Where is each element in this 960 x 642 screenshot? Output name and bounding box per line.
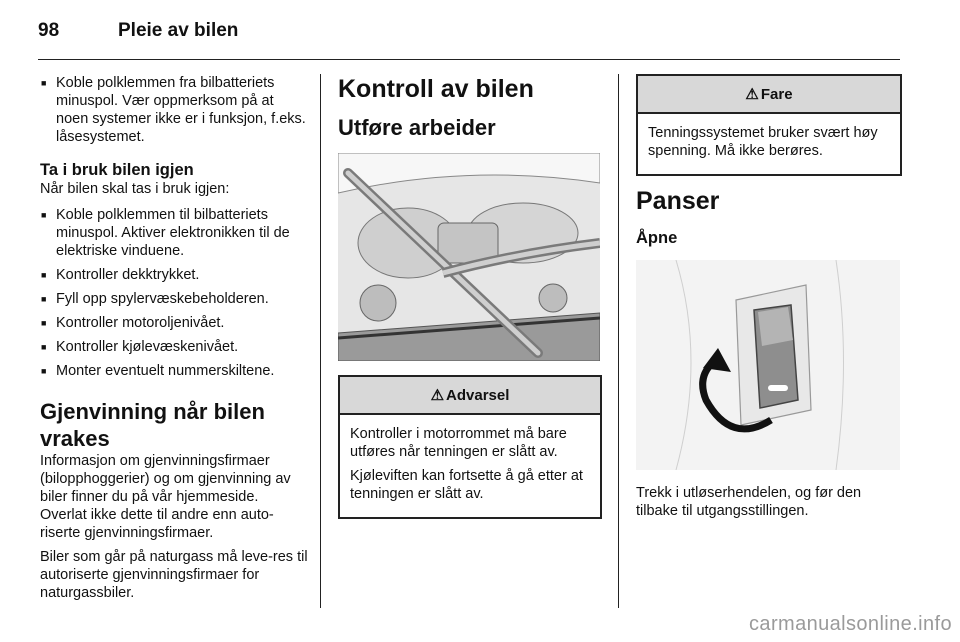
- column-middle: [338, 74, 602, 519]
- warning-text: Kontroller i motorrommet må bare utføres når tenningen er slått av.: [350, 426, 567, 460]
- warning-title: Advarsel: [446, 386, 510, 404]
- list-item: ■ Kontroller kjølevæskenivået.: [40, 338, 308, 356]
- recycle-paragraph: Informasjon om gjenvinningsfirmaer (bilopphoggerier) og om gjenvinning av biler finner du på vår hjemmeside. Overlat ikke dette til andre enn auto-riserte gjenvinningsfirmaer.: [40, 453, 291, 541]
- page-title: Pleie av bilen: [118, 20, 239, 41]
- recycle-heading: Gjenvinning når bilen vrakes: [40, 399, 265, 451]
- section-heading: Kontroll av bilen: [338, 75, 534, 103]
- engine-bay-drawing: [338, 153, 600, 361]
- list-item: ■ Koble polklemmen til bilbatteriets minuspol. Aktiver elektronikken til de elektriske vinduene.: [40, 206, 308, 260]
- warning-icon: ⚠: [430, 387, 445, 404]
- reuse-heading: Ta i bruk bilen igjen: [40, 161, 194, 179]
- danger-title: Fare: [760, 85, 793, 103]
- warning-icon: ⚠: [745, 86, 759, 103]
- watermark-logo: carmanualsonline.info: [749, 613, 952, 635]
- intro-list: [40, 74, 308, 146]
- warning-text: Kjøleviften kan fortsette å gå etter at tenningen er slått av.: [350, 468, 583, 502]
- list-item: ■ Kontroller dekktrykket.: [40, 266, 308, 284]
- section-subheading: Åpne: [636, 229, 678, 247]
- hood-release-illustration: [636, 260, 900, 470]
- warning-box: [338, 375, 602, 519]
- list-item: ■ Monter eventuelt nummerskiltene.: [40, 362, 308, 380]
- hood-release-drawing: [636, 260, 900, 470]
- section-heading: Panser: [636, 187, 720, 215]
- header-divider: [38, 59, 900, 60]
- page-number: 98: [38, 20, 60, 41]
- list-item: ■ Kontroller motoroljenivået.: [40, 314, 308, 332]
- list-item: ■ Koble polklemmen fra bilbatteriets minuspol. Vær oppmerksom på at noen systemer ikke er i funksjon, f.eks. låsesystemet.: [40, 74, 308, 146]
- column-divider-1: [320, 74, 321, 608]
- list-item: ■ Fyll opp spylervæskebeholderen.: [40, 290, 308, 308]
- column-divider-2: [618, 74, 619, 608]
- column-right: [636, 74, 902, 520]
- engine-bay-illustration: [338, 153, 600, 361]
- danger-box: [636, 74, 902, 176]
- danger-text: Tenningssystemet bruker svært høy spenning. Må ikke berøres.: [648, 125, 878, 159]
- section-subheading: Utføre arbeider: [338, 115, 496, 140]
- reuse-intro: Når bilen skal tas i bruk igjen:: [40, 181, 230, 197]
- image-caption: Trekk i utløserhendelen, og før den tilbake til utgangsstillingen.: [636, 485, 862, 519]
- recycle-paragraph: Biler som går på naturgass må leve-res til autoriserte gjenvinningsfirmaer for naturgassbiler.: [40, 549, 308, 601]
- column-left: [40, 74, 308, 602]
- reuse-list: [40, 206, 308, 380]
